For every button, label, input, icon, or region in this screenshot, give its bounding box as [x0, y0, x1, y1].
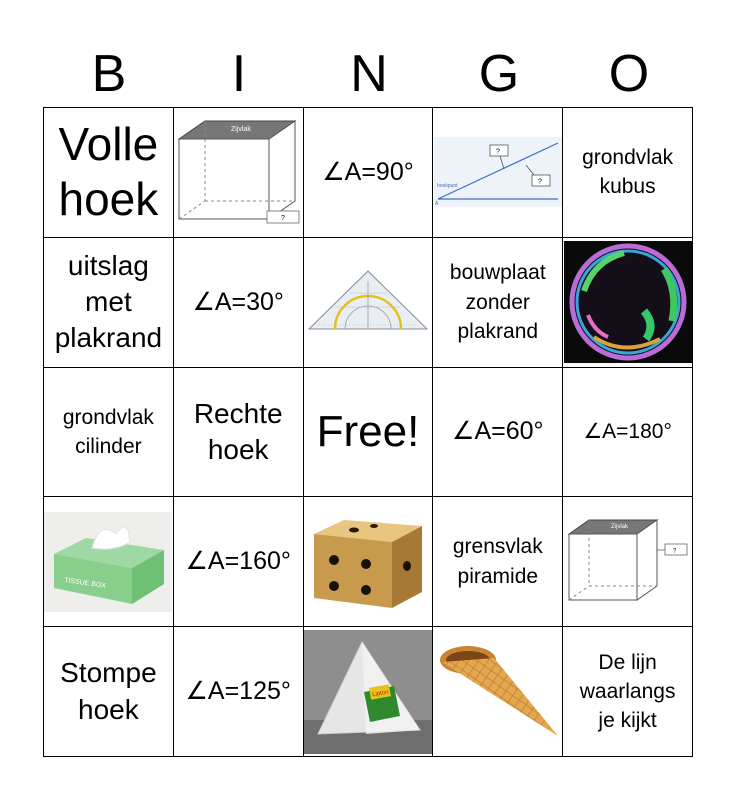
header-letter-n: N [350, 45, 388, 103]
bingo-grid [43, 107, 693, 757]
cell-text: uitslag met plakrand [54, 249, 163, 354]
bingo-cell[interactable] [174, 238, 304, 368]
cell-text: Rechte hoek [193, 397, 283, 465]
angle-diagram-image [433, 108, 562, 237]
bingo-cell[interactable] [433, 238, 563, 368]
tissue-box-image [44, 497, 173, 626]
bingo-cell[interactable] [563, 627, 693, 757]
header-letter-i: I [231, 45, 247, 103]
bingo-cell[interactable] [44, 627, 174, 757]
cell-text: ∠A=60° [452, 417, 544, 446]
bingo-cell[interactable] [174, 368, 304, 498]
ice-cream-cone-image [433, 627, 562, 756]
cell-text: Stompe hoek [60, 657, 157, 725]
svg-text:Zijvlak: Zijvlak [610, 523, 628, 530]
bingo-cell[interactable] [44, 497, 174, 627]
free-space-label: Free! [316, 407, 420, 457]
bingo-cell[interactable] [174, 497, 304, 627]
svg-text:?: ? [537, 178, 542, 186]
bingo-cell[interactable] [304, 497, 434, 627]
bingo-cell[interactable] [563, 368, 693, 498]
svg-text:Lipton: Lipton [371, 689, 390, 698]
bingo-cell[interactable] [304, 108, 434, 238]
header-letter-o: O [608, 45, 650, 103]
bingo-cell[interactable] [433, 368, 563, 498]
bingo-cell[interactable] [44, 368, 174, 498]
svg-text:?: ? [281, 215, 286, 223]
svg-text:Zijvlak: Zijvlak [231, 126, 252, 134]
svg-text:A: A [434, 201, 439, 208]
bingo-cell[interactable] [563, 497, 693, 627]
bingo-cell[interactable] [304, 627, 434, 757]
cube-with-shaded-face-image [563, 497, 692, 626]
svg-text:?: ? [672, 548, 676, 555]
free-space-cell[interactable] [304, 368, 434, 498]
cell-text: ∠A=125° [185, 676, 291, 705]
bingo-cell[interactable] [433, 627, 563, 757]
header-letter-b: B [91, 45, 127, 103]
cell-text: Volle hoek [58, 118, 159, 226]
bingo-cell[interactable] [174, 108, 304, 238]
bingo-cell[interactable] [433, 497, 563, 627]
cell-text: ∠A=160° [185, 547, 291, 576]
cube-with-shaded-face-image [174, 108, 303, 237]
cell-text: ∠A=90° [322, 157, 414, 186]
bingo-cell[interactable] [304, 238, 434, 368]
bingo-header [44, 42, 694, 106]
bingo-cell[interactable] [174, 627, 304, 757]
svg-text:TISSUE BOX: TISSUE BOX [64, 576, 107, 590]
cell-text: grondvlak kubus [582, 146, 674, 199]
bingo-cell[interactable] [563, 108, 693, 238]
cell-text: grensvlak piramide [452, 535, 543, 588]
soap-bubble-image [563, 238, 692, 367]
geodriehoek-protractor-image [304, 238, 433, 367]
bingo-cell[interactable] [433, 108, 563, 238]
svg-text:?: ? [495, 148, 500, 156]
cell-text: bouwplaat zonder plakrand [449, 261, 546, 343]
bingo-cell[interactable] [563, 238, 693, 368]
cell-text: ∠A=180° [583, 420, 672, 444]
cell-text: grondvlak cilinder [62, 405, 154, 458]
bingo-cell[interactable] [44, 108, 174, 238]
pyramid-tea-bag-image [304, 627, 433, 756]
cell-text: De lijn waarlangs je kijkt [579, 650, 676, 733]
cell-text: ∠A=30° [192, 287, 284, 316]
svg-text:hoekpunt: hoekpunt [436, 183, 458, 190]
golden-die-image [304, 497, 433, 626]
header-letter-g: G [478, 45, 520, 103]
bingo-cell[interactable] [44, 238, 174, 368]
